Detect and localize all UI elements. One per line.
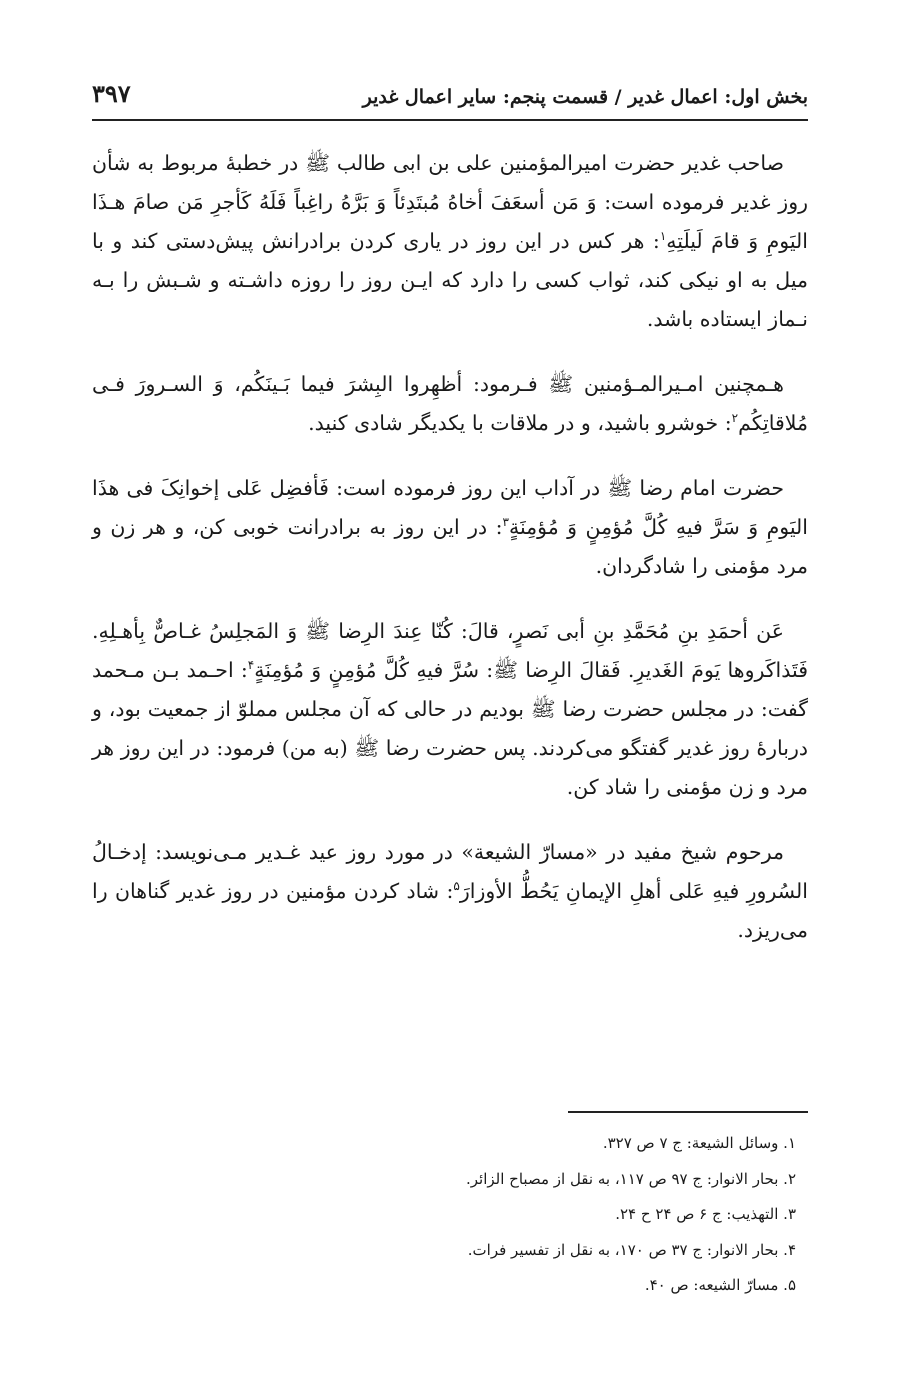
footnotes (92, 1126, 808, 1304)
paragraph: حضرت امام رضا ﷺ در آداب این روز فرموده است: فَأفضِل عَلی إخوانِکَ فی هذَا اليَومِ وَ سَرَّ فيهِ کُلَّ مُؤمِنٍ وَ مُؤمِنَةٍ$^۳$: در این روز به برادرانت خوبی کن، و هر زن و مرد مؤمنی را شادگردان. (92, 476, 808, 578)
footnote: ۴. بحار الانوار: ج ۳۷ ص ۱۷۰، به نقل از تفسیر فرات. (467, 1240, 796, 1259)
paragraph: عَن أحمَدِ بنِ مُحَمَّدِ بنِ أبی نَصرٍ، قالَ: کُنّا عِندَ الرِضا ﷺ وَ المَجلِسُ غـاصٌّ بِأهـلِهِ. فَتَذاکَروها يَومَ الغَديرِ. فَقالَ الرِضا ﷺ: سُرَّ فيهِ کُلَّ مُؤمِنٍ وَ مُؤمِنَةٍ$^۴$: احـمد بـن مـحمد گفت: در مجلس حضرت رضا ﷺ بودیم در حالی که آن مجلس مملوّ از جمعیت بود، و دربارهٔ روز غدیر گفتگو می‌کردند. پس حضرت رضا ﷺ (به من) فرمود: در این روز هر مرد و زن مؤمنی را شاد کن. (92, 619, 808, 799)
page-number: ۳۹۷ (92, 79, 131, 108)
footnote: ۲. بحار الانوار: ج ۹۷ ص ۱۱۷، به نقل از مصباح الزائر. (466, 1169, 796, 1188)
footnote: ۵. مسارّ الشیعه: ص ۴۰. (644, 1276, 796, 1294)
book-page (92, 0, 808, 1390)
footnote-ref[interactable]: ۱ (659, 229, 667, 244)
header-divider (92, 119, 808, 121)
main-text (92, 144, 808, 976)
footnote-divider (568, 1111, 808, 1113)
paragraph: مرحوم شیخ مفید در «مسارّ الشیعة» در مورد روز عید غـدیر مـی‌نویسد: إدخـالُ السُرورِ فيهِ عَلی أهلِ الإيمانِ يَحُطُّ الأوزارَ$^۵$: شاد کردن مؤمنین در روز غدیر گناهان را می‌ریزد. (92, 840, 808, 942)
paragraph: هـمچنین امـیرالمـؤمنین ﷺ فـرمود: أظهِروا البِشرَ فيما بَـينَکُم، وَ السـرورَ فـی مُلاقاتِکُم$^۲$: خوشرو باشید، و در ملاقات با یکدیگر شادی کنید. (92, 372, 808, 435)
chapter-title: بخش اول: اعمال غدیر / قسمت پنجم: سایر اعمال غدیر (362, 86, 808, 108)
footnote: ۳. التهذیب: ج ۶ ص ۲۴ ح ۲۴. (615, 1205, 796, 1223)
running-header (92, 68, 808, 108)
footnote: ۱. وسائل الشیعة: ج ۷ ص ۳۲۷. (602, 1134, 796, 1152)
footnote-ref[interactable]: ۵ (453, 879, 460, 894)
footnote-ref[interactable]: ۴ (247, 658, 255, 673)
footnote-ref[interactable]: ۲ (731, 411, 739, 426)
footnote-ref[interactable]: ۳ (502, 515, 509, 530)
paragraph: صاحب غدیر حضرت امیرالمؤمنین علی بن ابی طالب ﷺ در خطبهٔ مربوط به شأن روز غدیر فرموده است: وَ مَن أسعَفَ أخاهُ مُبتَدِئاً وَ بَرَّهُ راغِباً فَلَهُ کَأجرِ مَن صامَ هـذَا اليَومِ وَ قامَ لَيلَتِهِ$^۱$: هر کس در این روز در یاری کردن برادرانش پیش‌دستی کند و با میل به او نیکی کند، ثواب کسی را دارد که ایـن روز را روزه داشـته و شـبش را بـه نـماز ایستاده باشد. (92, 151, 808, 331)
